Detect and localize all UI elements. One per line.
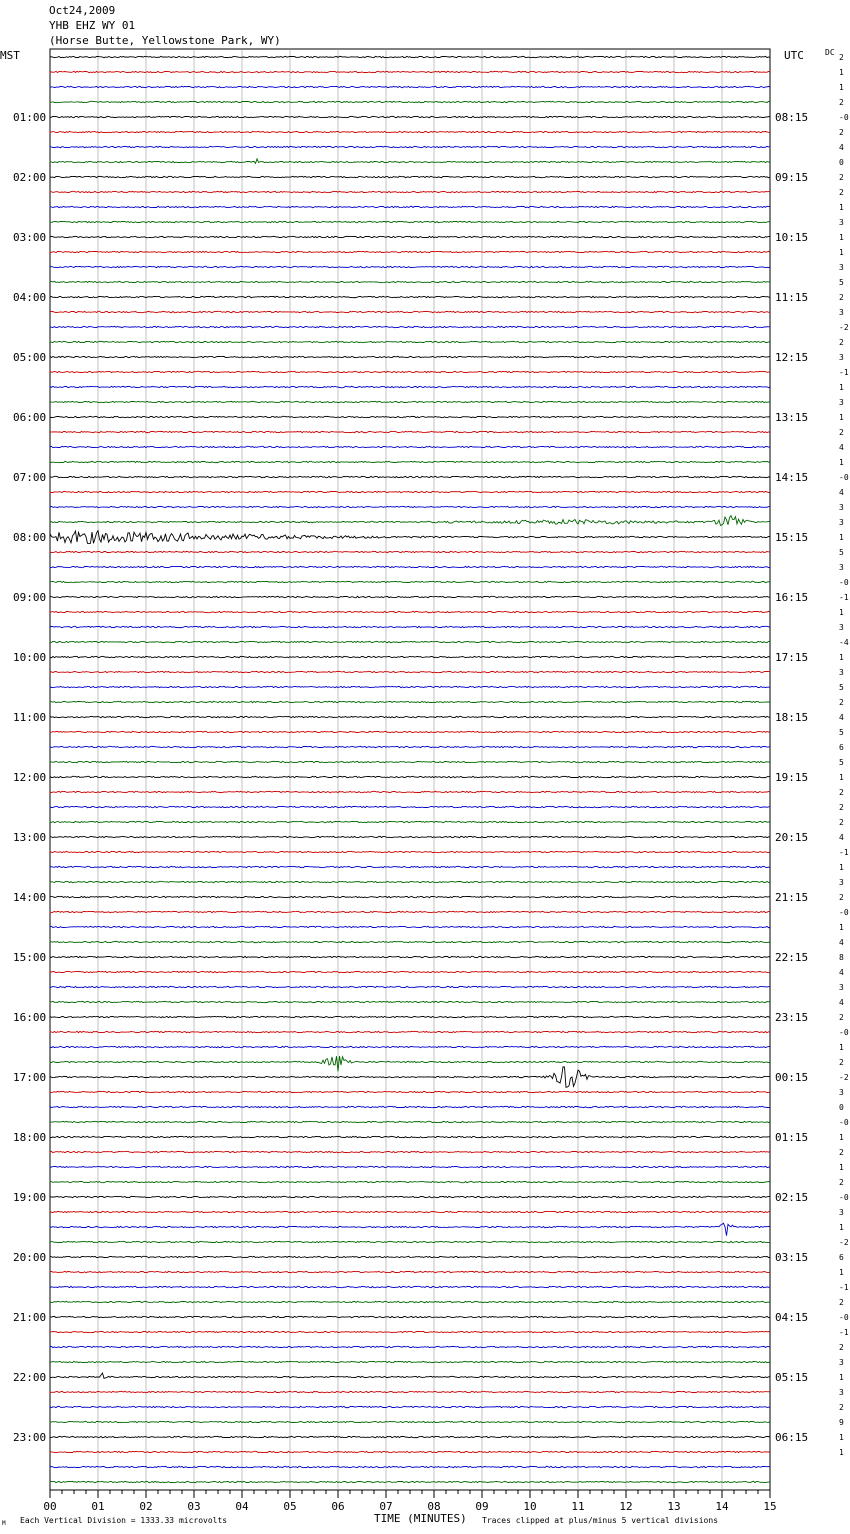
dc-offset-value: 3 (839, 668, 844, 677)
dc-offset-value: 2 (839, 1148, 844, 1157)
dc-offset-value: 3 (839, 563, 844, 572)
seismic-trace (50, 1046, 770, 1047)
dc-offset-value: 2 (839, 128, 844, 137)
seismic-trace (50, 926, 770, 927)
seismic-trace (50, 566, 770, 567)
right-hour-label: 11:15 (775, 291, 809, 304)
seismic-trace (50, 1181, 770, 1182)
seismic-trace (50, 791, 770, 792)
seismic-trace (50, 941, 770, 942)
seismic-trace (50, 1481, 770, 1482)
x-tick-label: 08 (427, 1500, 441, 1513)
left-hour-label: 20:00 (13, 1251, 47, 1264)
x-tick-label: 15 (763, 1500, 777, 1513)
clip-note: Traces clipped at plus/minus 5 vertical divisions (482, 1516, 719, 1525)
dc-offset-value: 1 (839, 1043, 844, 1052)
seismic-trace (50, 461, 770, 462)
seismic-trace (50, 326, 770, 327)
dc-offset-value: -0 (839, 113, 849, 122)
seismic-trace (50, 881, 770, 882)
seismic-trace (50, 1196, 770, 1197)
dc-offset-value: -4 (839, 638, 849, 647)
seismic-trace (50, 1151, 770, 1152)
dc-offset-value: 3 (839, 983, 844, 992)
station-code: YHB EHZ WY 01 (49, 19, 136, 32)
left-hour-label: 04:00 (13, 291, 47, 304)
seismic-trace (50, 776, 770, 777)
seismic-trace (50, 956, 770, 957)
seismic-trace (50, 896, 770, 897)
seismic-trace (50, 176, 770, 177)
seismic-trace (50, 531, 770, 544)
seismic-trace (50, 1466, 770, 1467)
dc-offset-value: 2 (839, 1058, 844, 1067)
x-tick-label: 05 (283, 1500, 297, 1513)
left-hour-label: 13:00 (13, 831, 47, 844)
dc-offset-value: 2 (839, 188, 844, 197)
seismic-trace (50, 1361, 770, 1362)
seismic-trace (50, 1316, 770, 1317)
dc-offset-value: 5 (839, 548, 844, 557)
x-tick-label: 13 (667, 1500, 681, 1513)
left-timezone-label: MST (0, 49, 20, 62)
dc-offset-value: 3 (839, 398, 844, 407)
seismic-trace (50, 71, 770, 72)
dc-offset-value: 3 (839, 1388, 844, 1397)
dc-offset-value: 3 (839, 1358, 844, 1367)
left-hour-label: 06:00 (13, 411, 47, 424)
seismic-trace (50, 626, 770, 627)
seismic-trace (50, 416, 770, 417)
dc-offset-value: 5 (839, 758, 844, 767)
seismic-trace (50, 596, 770, 597)
right-hour-label: 20:15 (775, 831, 809, 844)
dc-offset-value: 3 (839, 518, 844, 527)
left-hour-label: 08:00 (13, 531, 47, 544)
dc-offset-value: 1 (839, 1133, 844, 1142)
seismic-trace (50, 1211, 770, 1212)
left-hour-label: 23:00 (13, 1431, 47, 1444)
dc-offset-value: -1 (839, 593, 849, 602)
dc-offset-value: 1 (839, 68, 844, 77)
dc-offset-value: 1 (839, 653, 844, 662)
seismic-trace (50, 311, 770, 312)
seismic-trace (50, 641, 770, 642)
right-hour-label: 04:15 (775, 1311, 809, 1324)
dc-offset-value: 3 (839, 353, 844, 362)
dc-offset-value: -1 (839, 368, 849, 377)
seismic-trace (50, 191, 770, 192)
dc-offset-value: 4 (839, 968, 844, 977)
seismic-trace (50, 716, 770, 717)
seismic-trace (50, 1106, 770, 1107)
dc-column-label: DC (825, 48, 835, 57)
dc-offset-value: 2 (839, 803, 844, 812)
dc-offset-value: -0 (839, 908, 849, 917)
right-hour-label: 22:15 (775, 951, 809, 964)
left-hour-label: 03:00 (13, 231, 47, 244)
seismic-trace (50, 1016, 770, 1017)
seismic-trace (50, 401, 770, 402)
dc-offset-value: 2 (839, 1343, 844, 1352)
dc-offset-value: 4 (839, 833, 844, 842)
dc-offset-value: 3 (839, 1088, 844, 1097)
dc-offset-value: 2 (839, 788, 844, 797)
dc-offset-value: -2 (839, 1238, 849, 1247)
seismic-trace (50, 206, 770, 207)
dc-offset-value: -2 (839, 323, 849, 332)
seismic-trace (50, 866, 770, 867)
station-location: (Horse Butte, Yellowstone Park, WY) (49, 34, 281, 47)
right-hour-label: 15:15 (775, 531, 809, 544)
dc-offset-value: 2 (839, 53, 844, 62)
left-hour-label: 16:00 (13, 1011, 47, 1024)
right-hour-label: 14:15 (775, 471, 809, 484)
right-hour-label: 17:15 (775, 651, 809, 664)
dc-offset-value: 1 (839, 203, 844, 212)
dc-offset-value: 1 (839, 773, 844, 782)
x-tick-label: 11 (571, 1500, 585, 1513)
seismic-trace (50, 656, 770, 657)
dc-offset-value: 6 (839, 1253, 844, 1262)
dc-offset-value: -1 (839, 1328, 849, 1337)
right-hour-label: 21:15 (775, 891, 809, 904)
dc-offset-value: 5 (839, 683, 844, 692)
right-hour-label: 23:15 (775, 1011, 809, 1024)
x-tick-label: 06 (331, 1500, 345, 1513)
dc-offset-value: -0 (839, 1313, 849, 1322)
dc-offset-value: 9 (839, 1418, 844, 1427)
right-timezone-label: UTC (784, 49, 804, 62)
seismic-trace (50, 356, 770, 357)
left-hour-label: 22:00 (13, 1371, 47, 1384)
dc-offset-value: 1 (839, 863, 844, 872)
dc-offset-value: 0 (839, 158, 844, 167)
dc-offset-value: 0 (839, 1103, 844, 1112)
right-hour-label: 02:15 (775, 1191, 809, 1204)
scale-note: Each Vertical Division = 1333.33 microvolts (20, 1516, 228, 1525)
seismic-trace (50, 86, 770, 87)
seismic-trace (50, 476, 770, 477)
dc-offset-value: 3 (839, 878, 844, 887)
left-hour-label: 05:00 (13, 351, 47, 364)
seismic-trace (50, 1301, 770, 1302)
dc-offset-value: 2 (839, 98, 844, 107)
dc-offset-value: 4 (839, 938, 844, 947)
seismic-trace (50, 159, 770, 164)
seismic-trace (50, 731, 770, 732)
dc-offset-value: 1 (839, 1448, 844, 1457)
seismic-trace (50, 821, 770, 822)
seismic-trace (50, 1436, 770, 1437)
seismic-trace (50, 516, 770, 526)
right-hour-label: 19:15 (775, 771, 809, 784)
seismic-trace (50, 1331, 770, 1332)
seismic-trace (50, 851, 770, 852)
seismic-trace (50, 221, 770, 222)
seismic-trace (50, 1056, 770, 1071)
right-hour-label: 09:15 (775, 171, 809, 184)
seismic-trace (50, 1391, 770, 1392)
dc-offset-value: 1 (839, 533, 844, 542)
seismic-trace (50, 1451, 770, 1452)
left-hour-label: 21:00 (13, 1311, 47, 1324)
corner-mark: M (2, 1520, 6, 1527)
seismic-trace (50, 446, 770, 447)
dc-offset-value: 2 (839, 818, 844, 827)
seismic-trace (50, 911, 770, 912)
seismic-trace (50, 386, 770, 387)
dc-offset-value: -2 (839, 1073, 849, 1082)
dc-offset-value: 1 (839, 608, 844, 617)
right-hour-label: 01:15 (775, 1131, 809, 1144)
dc-offset-value: 2 (839, 1013, 844, 1022)
dc-offset-value: 2 (839, 1403, 844, 1412)
seismic-trace (50, 761, 770, 762)
right-hour-label: 08:15 (775, 111, 809, 124)
dc-offset-value: -1 (839, 1283, 849, 1292)
left-hour-label: 15:00 (13, 951, 47, 964)
dc-offset-value: 4 (839, 443, 844, 452)
seismic-trace (50, 1091, 770, 1092)
x-tick-label: 04 (235, 1500, 249, 1513)
left-hour-label: 18:00 (13, 1131, 47, 1144)
x-tick-label: 01 (91, 1500, 105, 1513)
right-hour-label: 05:15 (775, 1371, 809, 1384)
left-hour-label: 10:00 (13, 651, 47, 664)
seismic-trace (50, 746, 770, 747)
dc-offset-value: 3 (839, 623, 844, 632)
dc-offset-value: -1 (839, 848, 849, 857)
seismic-trace (50, 251, 770, 252)
seismic-trace (50, 1031, 770, 1032)
dc-offset-value: 2 (839, 893, 844, 902)
x-tick-label: 14 (715, 1500, 729, 1513)
seismic-trace (50, 1121, 770, 1122)
dc-offset-value: 5 (839, 278, 844, 287)
seismic-trace (50, 1001, 770, 1002)
seismic-trace (50, 611, 770, 612)
seismic-trace (50, 431, 770, 432)
seismic-trace (50, 1406, 770, 1407)
seismic-trace (50, 1067, 770, 1088)
seismic-trace (50, 1373, 770, 1378)
seismic-trace (50, 116, 770, 117)
dc-offset-value: -0 (839, 473, 849, 482)
seismic-trace (50, 686, 770, 687)
left-hour-label: 07:00 (13, 471, 47, 484)
right-hour-label: 13:15 (775, 411, 809, 424)
seismic-trace (50, 1421, 770, 1422)
dc-offset-value: 6 (839, 743, 844, 752)
seismic-trace (50, 806, 770, 807)
seismic-trace (50, 146, 770, 147)
seismic-trace (50, 581, 770, 582)
seismic-trace (50, 836, 770, 837)
dc-offset-value: 3 (839, 308, 844, 317)
seismic-trace (50, 1256, 770, 1257)
x-tick-label: 12 (619, 1500, 633, 1513)
dc-offset-value: 1 (839, 1268, 844, 1277)
seismic-trace (50, 56, 770, 57)
seismic-trace (50, 1346, 770, 1347)
dc-offset-value: 1 (839, 1223, 844, 1232)
right-hour-label: 16:15 (775, 591, 809, 604)
left-hour-label: 09:00 (13, 591, 47, 604)
x-tick-label: 09 (475, 1500, 489, 1513)
dc-offset-value: -0 (839, 1118, 849, 1127)
right-hour-label: 00:15 (775, 1071, 809, 1084)
dc-offset-value: 1 (839, 1433, 844, 1442)
dc-offset-value: 2 (839, 698, 844, 707)
dc-offset-value: 2 (839, 1178, 844, 1187)
x-tick-label: 10 (523, 1500, 537, 1513)
dc-offset-value: 1 (839, 1373, 844, 1382)
seismic-trace (50, 551, 770, 552)
x-tick-label: 07 (379, 1500, 393, 1513)
seismic-trace (50, 266, 770, 267)
seismic-trace (50, 1241, 770, 1242)
dc-offset-value: 2 (839, 173, 844, 182)
seismic-trace (50, 971, 770, 972)
seismic-trace (50, 296, 770, 297)
x-tick-label: 00 (43, 1500, 57, 1513)
seismic-trace (50, 1271, 770, 1272)
record-date: Oct24,2009 (49, 4, 116, 17)
seismic-trace (50, 101, 770, 102)
dc-offset-value: 1 (839, 233, 844, 242)
dc-offset-value: -0 (839, 1193, 849, 1202)
dc-offset-value: 4 (839, 488, 844, 497)
dc-offset-value: 2 (839, 428, 844, 437)
dc-offset-value: -0 (839, 1028, 849, 1037)
right-hour-label: 12:15 (775, 351, 809, 364)
seismic-trace (50, 1286, 770, 1287)
x-tick-label: 03 (187, 1500, 201, 1513)
dc-offset-value: 3 (839, 218, 844, 227)
right-hour-label: 03:15 (775, 1251, 809, 1264)
dc-offset-value: 1 (839, 923, 844, 932)
seismic-trace (50, 1136, 770, 1137)
seismic-trace (50, 491, 770, 492)
seismic-trace (50, 1223, 770, 1236)
seismic-trace (50, 701, 770, 702)
dc-offset-value: 3 (839, 503, 844, 512)
dc-offset-value: 1 (839, 413, 844, 422)
x-axis-title: TIME (MINUTES) (374, 1512, 467, 1525)
dc-offset-value: 1 (839, 383, 844, 392)
dc-offset-value: 2 (839, 293, 844, 302)
dc-offset-value: 2 (839, 1298, 844, 1307)
seismic-trace (50, 986, 770, 987)
right-hour-label: 10:15 (775, 231, 809, 244)
seismic-trace (50, 506, 770, 507)
seismic-trace (50, 671, 770, 672)
left-hour-label: 14:00 (13, 891, 47, 904)
left-hour-label: 11:00 (13, 711, 47, 724)
seismic-trace (50, 236, 770, 237)
seismic-trace (50, 281, 770, 282)
seismic-trace (50, 371, 770, 372)
left-hour-label: 02:00 (13, 171, 47, 184)
left-hour-label: 01:00 (13, 111, 47, 124)
dc-offset-value: 1 (839, 458, 844, 467)
dc-offset-value: 3 (839, 1208, 844, 1217)
dc-offset-value: 4 (839, 713, 844, 722)
seismic-trace (50, 131, 770, 132)
dc-offset-value: 3 (839, 263, 844, 272)
dc-offset-value: 5 (839, 728, 844, 737)
dc-offset-value: -0 (839, 578, 849, 587)
dc-offset-value: 4 (839, 998, 844, 1007)
left-hour-label: 12:00 (13, 771, 47, 784)
seismic-trace (50, 341, 770, 342)
left-hour-label: 17:00 (13, 1071, 47, 1084)
right-hour-label: 06:15 (775, 1431, 809, 1444)
dc-offset-value: 1 (839, 1163, 844, 1172)
dc-offset-value: 1 (839, 248, 844, 257)
right-hour-label: 18:15 (775, 711, 809, 724)
dc-offset-value: 1 (839, 83, 844, 92)
dc-offset-value: 4 (839, 143, 844, 152)
plot-frame (50, 49, 770, 1490)
dc-offset-value: 8 (839, 953, 844, 962)
x-tick-label: 02 (139, 1500, 153, 1513)
dc-offset-value: 2 (839, 338, 844, 347)
left-hour-label: 19:00 (13, 1191, 47, 1204)
seismic-trace (50, 1166, 770, 1167)
